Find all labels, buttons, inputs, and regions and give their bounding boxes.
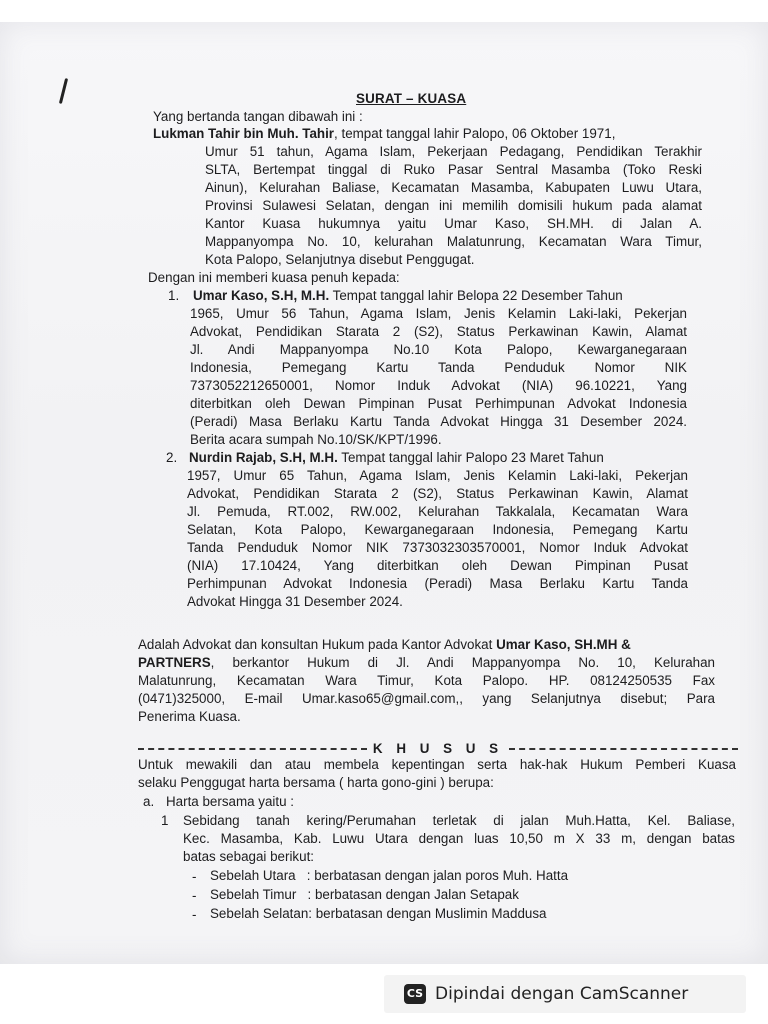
grantor-first-line [153,125,615,143]
firm-line: (0471)325000, E-mail Umar.kaso65@gmail.com,, yang Selanjutnya disebut; Para [138,691,715,706]
boundary-bullet: - [192,907,197,922]
attorney-first-line [193,287,623,305]
attorney-first-line-rest: Tempat tanggal lahir Palopo 23 Maret Tahun [337,450,604,465]
camscanner-icon: CS [404,984,426,1004]
firm-line [138,636,631,654]
document-body [0,22,768,964]
grantor-line: Kota Palopo, Selanjutnya disebut Penggugat. [205,252,475,267]
firm-line-text: , berkantor Hukum di Jl. Andi Mappanyompa No. 10, Kelurahan [210,655,715,670]
attorney-line: diterbitkan oleh Dewan Pimpinan Pusat Perhimpunan Advokat Indonesia [190,396,687,411]
document-title: SURAT – KUASA [356,91,467,106]
attorney-number: 1. [168,288,180,303]
item-line: Sebidang tanah kering/Perumahan terletak di jalan Muh.Hatta, Kel. Baliase, [183,813,735,828]
attorney-line: Selatan, Kota Palopo, Kewarganegaraan Indonesia, Pemegang Kartu [187,522,688,537]
firm-line: Penerima Kuasa. [138,709,241,724]
attorney-first-line [189,449,604,467]
purpose-line: selaku Penggugat harta bersama ( harta gono-gini ) berupa: [138,775,494,790]
grantor-line: Provinsi Sulawesi Selatan, dengan ini memilih domisili hukum pada alamat [205,198,702,213]
attorney-name: Nurdin Rajab, S.H, M.H. [189,450,338,465]
khusus-heading: K H U S U S [372,740,504,756]
intro-line: Yang bertanda tangan dibawah ini : [153,109,363,124]
boundary-bullet: - [192,869,197,884]
attorney-line: Advokat, Pendidikan Starata 2 (S2), Status Perkawinan Kawin, Alamat [190,324,687,339]
attorney-line: Indonesia, Pemegang Kartu Tanda Penduduk Nomor NIK [190,360,687,375]
watermark-text: Dipindai dengan CamScanner [435,984,689,1004]
firm-name: Umar Kaso, SH.MH & [496,637,631,652]
grantor-name: Lukman Tahir bin Muh. Tahir [153,126,335,141]
attorney-line: Advokat Hingga 31 Desember 2024. [187,594,403,609]
attorney-line: 1957, Umur 65 Tahun, Agama Islam, Jenis Kelamin Laki-laki, Pekerjan [187,468,688,483]
item-line: batas sebagai berikut: [183,849,315,864]
grantor-line: Mappanyompa No. 10, kelurahan Malatunrung, Kecamatan Wara Timur, [205,234,702,249]
attorney-line: Jl. Pemuda, RT.002, RW.002, Kelurahan Takkalala, Kecamatan Wara [187,504,688,519]
attorney-line: 1965, Umur 56 Tahun, Agama Islam, Jenis Kelamin Laki-laki, Pekerjan [190,306,687,321]
boundary-bullet: - [192,888,197,903]
boundary-item: Sebelah Timur : berbatasan dengan Jalan Setapak [210,887,519,902]
attorney-line: Berita acara sumpah No.10/SK/KPT/1996. [190,432,442,447]
attorney-line: Jl. Andi Mappanyompa No.10 Kota Palopo, Kewarganegaraan [190,342,687,357]
section-a-text: Harta bersama yaitu : [166,794,295,809]
grantor-line: Kantor Kuasa hukumnya yaitu Umar Kaso, SH.MH. di Jalan A. [205,216,702,231]
firm-line-text: Adalah Advokat dan konsultan Hukum pada Kantor Advokat [138,637,497,652]
grantor-first-line-rest: , tempat tanggal lahir Palopo, 06 Oktober 1971, [334,126,616,141]
scanned-page [0,22,768,964]
attorney-line: (NIA) 17.10424, Yang diterbitkan oleh Dewan Pimpinan Pusat [187,558,688,573]
item-line: Kec. Masamba, Kab. Luwu Utara dengan luas 10,50 m X 33 m, dengan batas [183,831,735,846]
firm-line: Malatunrung, Kecamatan Wara Timur, Kota Palopo. HP. 08124250535 Fax [138,673,715,688]
attorney-line: Perhimpunan Advokat Indonesia (Peradi) Masa Berlaku Kartu Tanda [187,576,688,591]
boundary-item: Sebelah Selatan: berbatasan dengan Muslimin Maddusa [210,906,547,921]
attorney-first-line-rest: Tempat tanggal lahir Belopa 22 Desember Tahun [329,288,623,303]
camscanner-watermark [384,975,746,1013]
section-a-label: a. [143,794,155,809]
grantor-line: Umur 51 tahun, Agama Islam, Pekerjaan Pedagang, Pendidikan Terakhir [205,144,702,159]
item-number: 1 [161,813,169,828]
attorney-line: (Peradi) Masa Berlaku Kartu Tanda Advokat Hingga 31 Desember 2024. [190,414,687,429]
firm-name-cont: PARTNERS [138,655,211,670]
firm-line [138,654,715,672]
attorney-name: Umar Kaso, S.H, M.H. [193,288,330,303]
attorney-line: Tanda Penduduk Nomor NIK 7373032303570001, Nomor Induk Advokat [187,540,688,555]
attorney-line: Advokat, Pendidikan Starata 2 (S2), Status Perkawinan Kawin, Alamat [187,486,688,501]
grantor-line: Ainun), Kelurahan Baliase, Kecamatan Masamba, Kabupaten Luwu Utara, [205,180,702,195]
attorney-number: 2. [166,450,178,465]
purpose-line: Untuk mewakili dan atau membela kepentingan serta hak-hak Hukum Pemberi Kuasa [138,757,736,772]
grantor-line: SLTA, Bertempat tinggal di Ruko Pasar Sentral Masamba (Toko Reski [205,162,702,177]
divider-dashes-left [138,748,367,750]
attorney-line: 7373052212650001, Nomor Induk Advokat (NIA) 96.10221, Yang [190,378,687,393]
divider-dashes-right [509,748,738,750]
grant-intro: Dengan ini memberi kuasa penuh kepada: [148,270,400,285]
boundary-item: Sebelah Utara : berbatasan dengan jalan poros Muh. Hatta [210,868,569,883]
